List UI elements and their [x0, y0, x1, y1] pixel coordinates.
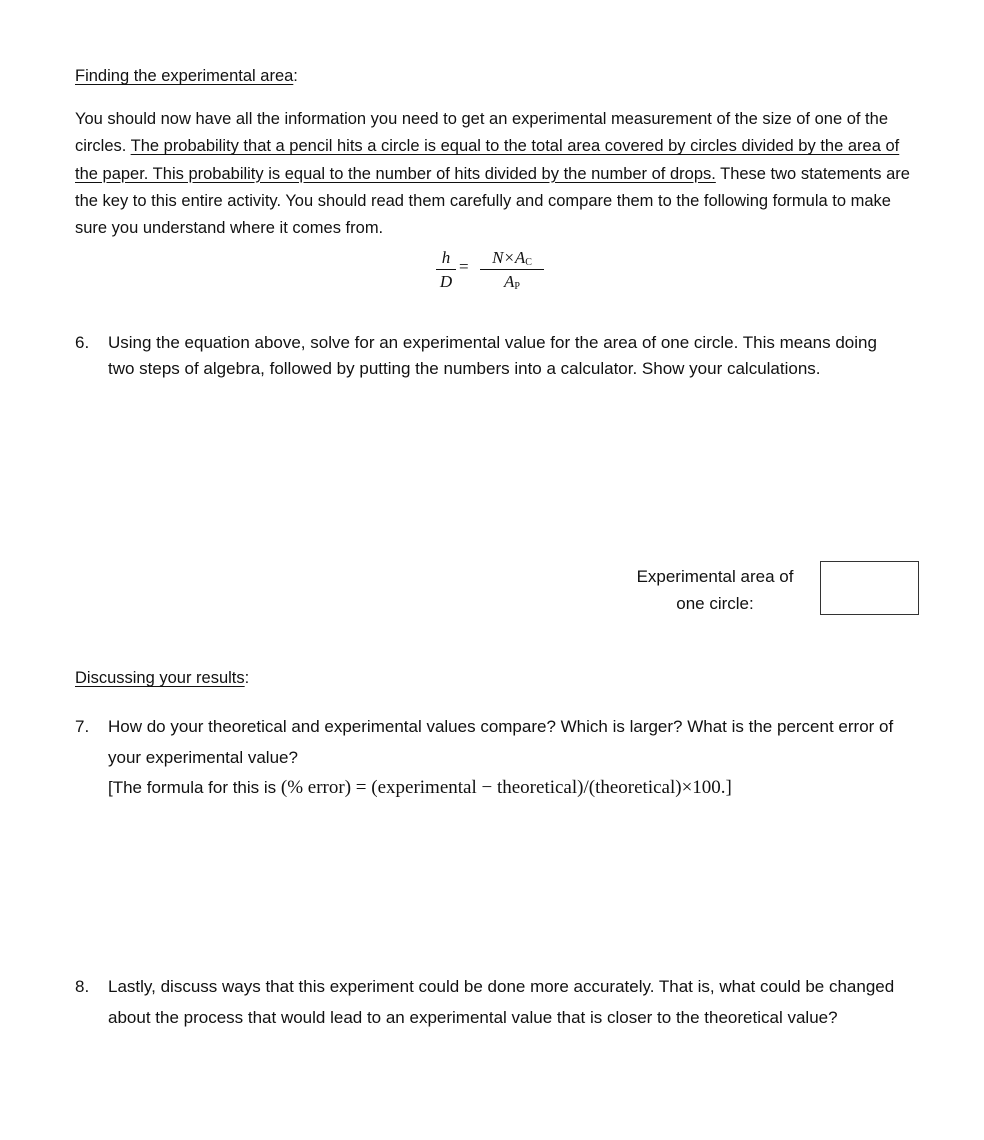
formula-lhs: h D: [436, 248, 456, 292]
question-number: 7.: [75, 717, 90, 736]
question-text: Using the equation above, solve for an experimental value for the area of one circle. This means doing two steps of algebra, followed by putting the numbers into a calculator. Show your calculations.: [108, 333, 877, 378]
question-8: [75, 972, 915, 1067]
question-text: Lastly, discuss ways that this experiment could be done more accurately. That is, what could be changed about the process that would lead to an experimental value that is closer to the theoretical value?: [108, 977, 895, 1027]
formula-rhs: $N\times A_C$ $A_P$: [480, 248, 544, 292]
probability-formula: [436, 248, 556, 306]
question-6: [75, 330, 915, 410]
experimental-area-answer-box[interactable]: [820, 561, 919, 615]
question-number: 8.: [75, 977, 90, 996]
section-heading-experimental-area: Finding the experimental area:: [75, 67, 298, 85]
question-text: How do your theoretical and experimental values compare? Which is larger? What is the percent error of your experimental value?: [108, 717, 894, 767]
formula-equals: =: [459, 257, 469, 276]
key-statements: The probability that a pencil hits a circle is equal to the total area covered by circles divided by the area of the paper. This probability is equal to the number of hits divided by the number of drops.: [75, 137, 900, 183]
intro-paragraph: You should now have all the information you need to get an experimental measurement of the size of one of the circles. The probability that a pencil hits a circle is equal to the total area covered by circles divided by the area of the paper. This probability is equal to the number of hits divided by the number of drops. These two statements are the key to this entire activity. You should read them carefully and compare them to the following formula to make sure you understand where it comes from.: [75, 110, 910, 238]
question-7: [75, 712, 915, 807]
question-number: 6.: [75, 333, 90, 352]
percent-error-formula: [The formula for this is (% error) = (experimental − theoretical)/(theoretical)×100.]: [108, 777, 732, 798]
experimental-area-label: Experimental area of one circle:: [636, 567, 794, 613]
section-heading-discussing-results: Discussing your results:: [75, 669, 250, 687]
